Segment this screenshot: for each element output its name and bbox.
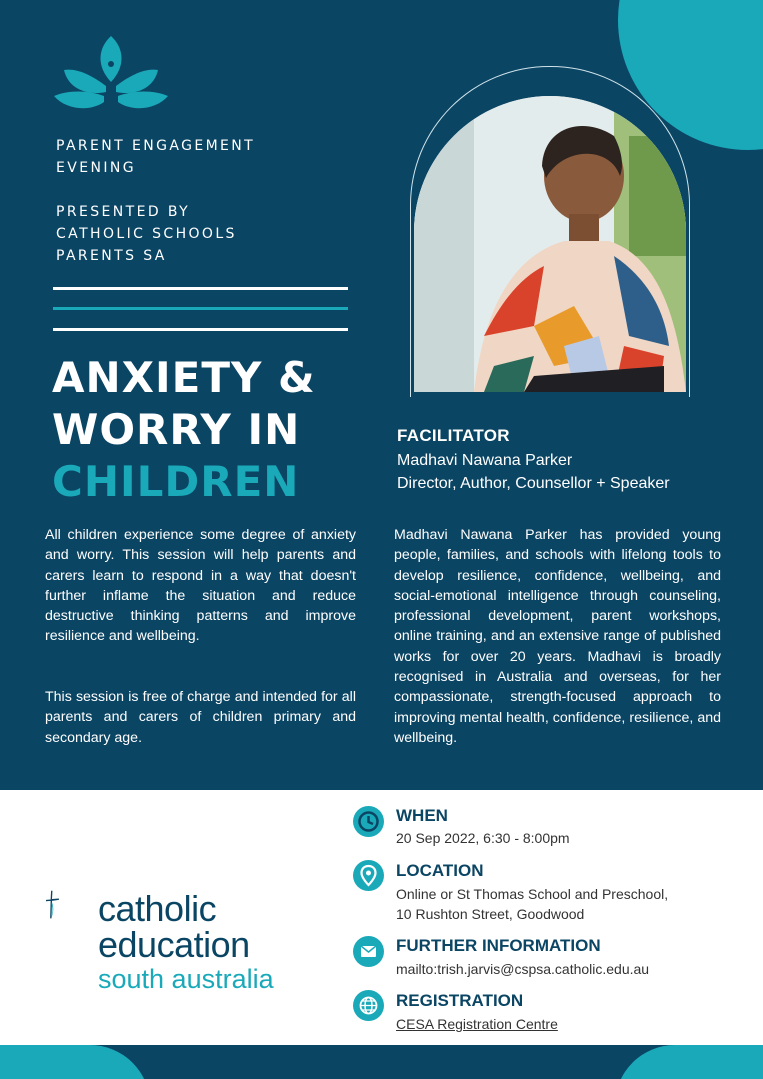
cross-logo-icon (46, 843, 106, 973)
title-line-3: CHILDREN (52, 457, 300, 506)
divider (53, 287, 348, 290)
envelope-icon (353, 936, 384, 967)
title-line-1: ANXIETY & (52, 353, 316, 402)
logo-text-region: south australia (98, 964, 274, 994)
event-type: PARENT ENGAGEMENT EVENING (56, 138, 256, 176)
when-text: 20 Sep 2022, 6:30 - 8:00pm (396, 830, 570, 846)
footer-accent-left (0, 1045, 150, 1079)
bio-paragraph: Madhavi Nawana Parker has provided young people, families, and schools with lifelong tools to develop resilience, confidence, wellbeing, and social-emotional intelligence through counseling, professional development, parent workshops, online training, and an extensive range of published works for over 20 years. Madhavi is broadly recognised in Australia and overseas, for her compassionate, strength-focused approach to improving mental health, confidence, resilience, and wellbeing. (394, 527, 721, 746)
presenter: PRESENTED BY CATHOLIC SCHOOLS PARENTS SA (56, 204, 237, 264)
free-paragraph: This session is free of charge and intended for all parents and carers of children primary and secondary age. (45, 689, 356, 746)
footer-band (0, 1045, 763, 1079)
title-line-2: WORRY IN (52, 405, 301, 454)
divider (53, 307, 348, 310)
clock-icon (353, 806, 384, 837)
location-pin-icon (353, 860, 384, 891)
logo-text-education: education (98, 924, 250, 965)
contact-email[interactable]: mailto:trish.jarvis@cspsa.catholic.edu.au (396, 961, 650, 977)
logo-text-catholic: catholic (98, 888, 217, 929)
lotus-icon (50, 34, 172, 114)
globe-icon (353, 990, 384, 1021)
location-heading: LOCATION (396, 861, 484, 880)
facilitator-role: Director, Author, Counsellor + Speaker (397, 475, 670, 492)
further-info-heading: FURTHER INFORMATION (396, 936, 601, 955)
facilitator-heading: FACILITATOR (397, 426, 510, 445)
intro-paragraph: All children experience some degree of anxiety and worry. This session will help parents and carers learn to respond in a way that doesn't further inflame the situation and reduce destructive thinking patterns and improve resilience and wellbeing. (45, 527, 356, 645)
location-text: Online or St Thomas School and Preschool, 10 Rushton Street, Goodwood (396, 886, 669, 922)
registration-heading: REGISTRATION (396, 991, 524, 1010)
divider (53, 328, 348, 331)
footer-accent-right (615, 1045, 763, 1079)
when-heading: WHEN (396, 806, 448, 825)
facilitator-photo (414, 96, 686, 392)
facilitator-name: Madhavi Nawana Parker (397, 452, 573, 469)
registration-link[interactable]: CESA Registration Centre (396, 1016, 558, 1032)
